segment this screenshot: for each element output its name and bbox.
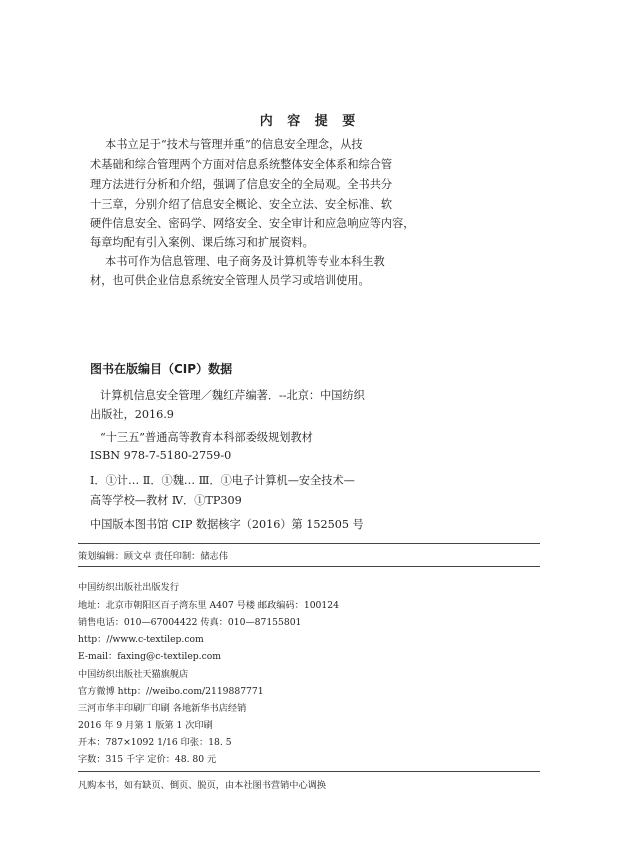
publisher-line: 官方微博 http：//weibo.com/2119887771 (78, 686, 264, 697)
publisher-line: E-mail：faxing@c-textilep.com (78, 651, 221, 662)
cip-line: 出版社，2016.9 (90, 408, 174, 421)
publisher-line: 中国纺织出版社天猫旗舰店 (78, 669, 189, 680)
cip-line: 中国版本图书馆 CIP 数据核字（2016）第 152505 号 (90, 518, 364, 531)
staff-line: 策划编辑：顾文卓 责任印制：储志伟 (78, 551, 228, 562)
summary-line: 理方法进行分析和介绍，强调了信息安全的全局观。全书共分 (90, 178, 393, 191)
divider-rule (78, 543, 540, 544)
cip-title: 图书在版编目（CIP）数据 (90, 362, 233, 376)
publisher-line: 字数：315 千字 定价：48. 80 元 (78, 754, 217, 765)
publisher-line: 2016 年 9 月第 1 版第 1 次印刷 (78, 720, 213, 731)
cip-line: Ⅰ．①计… Ⅱ．①魏… Ⅲ．①电子计算机—安全技术— (90, 474, 355, 487)
publisher-line: http：//www.c-textilep.com (78, 634, 204, 645)
summary-line: 术基础和综合管理两个方面对信息系统整体安全体系和综合管 (90, 158, 393, 171)
cip-line: ISBN 978-7-5180-2759-0 (90, 449, 232, 462)
divider-rule (78, 771, 540, 772)
summary-line: 十三章，分别介绍了信息安全概论、安全立法、安全标准、软 (90, 198, 393, 211)
divider-rule (78, 566, 540, 567)
summary-line: 本书立足于“技术与管理并重”的信息安全理念，从技 (105, 138, 363, 151)
summary-line: 材，也可供企业信息系统安全管理人员学习或培训使用。 (90, 274, 370, 287)
cip-line: “十三五”普通高等教育本科部委级规划教材 (100, 431, 313, 444)
publisher-line: 开本：787×1092 1/16 印张：18. 5 (78, 737, 232, 748)
publisher-line: 销售电话：010—67004422 传真：010—87155801 (78, 617, 302, 628)
cip-line: 计算机信息安全管理／魏红芹编著．--北京：中国纺织 (100, 389, 365, 402)
summary-line: 每章均配有引入案例、课后练习和扩展资料。 (90, 236, 314, 249)
publisher-line: 中国纺织出版社出版发行 (78, 582, 180, 593)
summary-heading: 内 容 提 要 (259, 114, 361, 129)
summary-line: 硬件信息安全、密码学、网络安全、安全审计和应急响应等内容， (90, 217, 415, 230)
summary-line: 本书可作为信息管理、电子商务及计算机等专业本科生教 (105, 255, 385, 268)
cip-line: 高等学校—教材 Ⅳ．①TP309 (90, 494, 242, 507)
publisher-line: 三河市华丰印刷厂印刷 各地新华书店经销 (78, 703, 247, 714)
footer-note: 凡购本书，如有缺页、倒页、脱页，由本社图书营销中心调换 (78, 780, 327, 791)
publisher-line: 地址：北京市朝阳区百子湾东里 A407 号楼 邮政编码：100124 (78, 600, 339, 611)
